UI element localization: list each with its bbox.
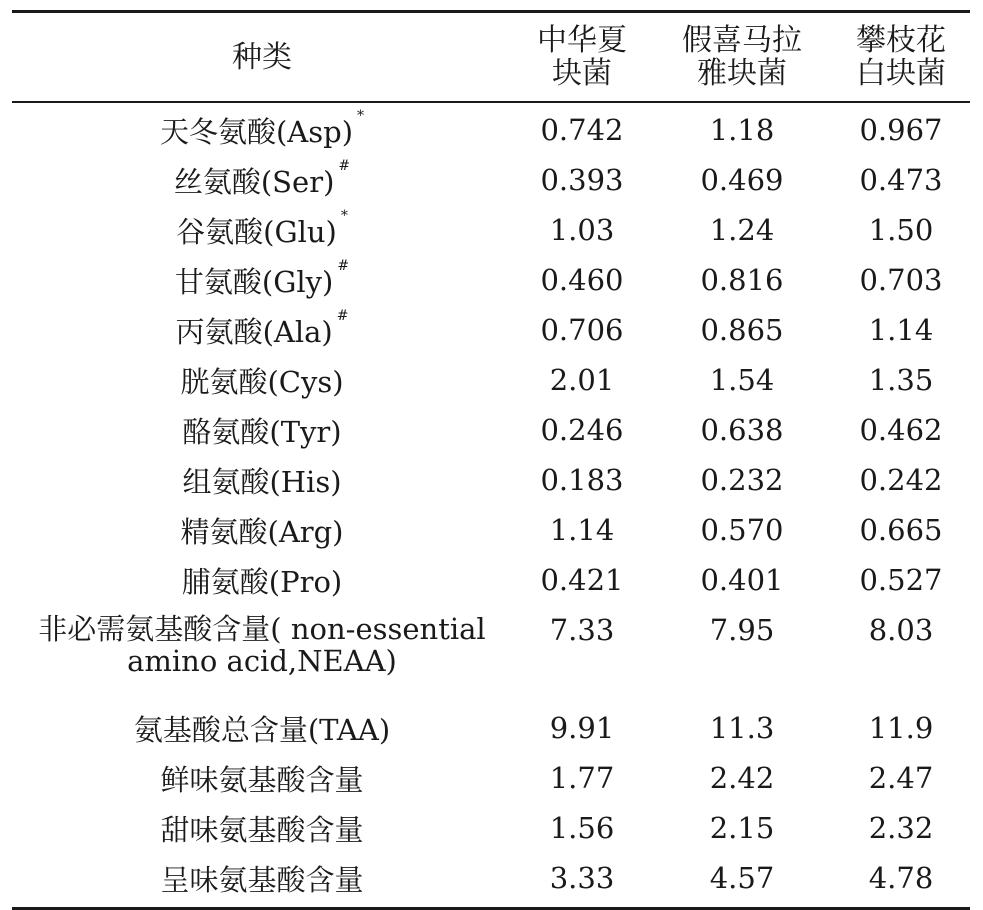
header-col1: 中华夏 块菌 <box>537 23 627 91</box>
value-cell-col1: 1.56 <box>549 811 615 845</box>
value-cell-col1: 3.33 <box>549 861 615 895</box>
table-body <box>12 103 970 907</box>
table-row <box>12 555 970 605</box>
value-cell-col1: 0.183 <box>540 463 624 497</box>
amino-acid-name: 甘氨酸(Gly) # <box>174 257 350 299</box>
value-cell-col1: 0.460 <box>540 263 624 297</box>
value-cell-col1: 0.421 <box>540 563 624 597</box>
value-cell-col2: 0.570 <box>700 513 784 547</box>
value-cell-col3: 2.47 <box>868 761 934 795</box>
amino-acid-name: 胱氨酸(Cys) <box>180 364 344 399</box>
value-cell-col2: 0.638 <box>700 413 784 447</box>
value-cell-col3: 0.665 <box>859 513 943 547</box>
value-cell-col2: 11.3 <box>709 711 775 745</box>
amino-acid-name: 氨基酸总含量(TAA) <box>133 712 391 747</box>
value-cell-col3: 4.78 <box>868 861 934 895</box>
value-cell-col1: 0.393 <box>540 163 624 197</box>
value-cell-col3: 0.527 <box>859 563 943 597</box>
value-cell-col2: 0.816 <box>700 263 784 297</box>
value-cell-col3: 0.703 <box>859 263 943 297</box>
value-cell-col2: 4.57 <box>709 861 775 895</box>
amino-acid-name: 非必需氨基酸含量( non-essential amino acid,NEAA) <box>38 612 486 678</box>
table-row <box>12 205 970 255</box>
value-cell-col2: 0.865 <box>700 313 784 347</box>
value-cell-col3: 0.473 <box>859 163 943 197</box>
value-cell-col1: 0.706 <box>540 313 624 347</box>
amino-acid-name: 脯氨酸(Pro) <box>181 564 343 599</box>
value-cell-col3: 0.967 <box>859 113 943 147</box>
value-cell-col2: 0.401 <box>700 563 784 597</box>
table-row <box>12 255 970 305</box>
footnote-mark: * <box>340 207 348 224</box>
table-row <box>12 505 970 555</box>
value-cell-col1: 1.03 <box>549 213 615 247</box>
table-row <box>12 305 970 355</box>
footnote-mark: # <box>338 157 351 174</box>
value-cell-col3: 8.03 <box>868 613 934 647</box>
footnote-mark: # <box>337 257 350 274</box>
value-cell-col3: 0.242 <box>859 463 943 497</box>
value-cell-col1: 1.14 <box>549 513 615 547</box>
amino-acid-name: 丙氨酸(Ala) # <box>175 307 349 349</box>
table-row <box>12 803 970 853</box>
footnote-mark: # <box>336 307 349 324</box>
table-row <box>12 405 970 455</box>
value-cell-col3: 2.32 <box>868 811 934 845</box>
header-col2: 假喜马拉 雅块菌 <box>682 23 802 91</box>
value-cell-col2: 1.18 <box>709 113 775 147</box>
value-cell-col2: 2.15 <box>709 811 775 845</box>
value-cell-col3: 1.14 <box>868 313 934 347</box>
value-cell-col2: 1.24 <box>709 213 775 247</box>
amino-acid-name: 呈味氨基酸含量 <box>160 862 364 897</box>
value-cell-col2: 0.232 <box>700 463 784 497</box>
table-header <box>12 13 970 101</box>
table-row <box>12 753 970 803</box>
value-cell-col1: 0.246 <box>540 413 624 447</box>
value-cell-col1: 7.33 <box>549 613 615 647</box>
table-row <box>12 103 970 155</box>
value-cell-col2: 1.54 <box>709 363 775 397</box>
amino-acid-name: 天冬氨酸(Asp) * <box>159 107 365 149</box>
value-cell-col3: 1.35 <box>868 363 934 397</box>
amino-acid-table <box>12 10 970 910</box>
value-cell-col2: 2.42 <box>709 761 775 795</box>
value-cell-col3: 1.50 <box>868 213 934 247</box>
value-cell-col3: 0.462 <box>859 413 943 447</box>
value-cell-col1: 9.91 <box>549 711 615 745</box>
header-species: 种类 <box>232 39 292 75</box>
amino-acid-name: 丝氨酸(Ser) # <box>173 157 351 199</box>
amino-acid-name: 组氨酸(His) <box>182 464 342 499</box>
footnote-mark: * <box>357 107 365 124</box>
value-cell-col1: 0.742 <box>540 113 624 147</box>
value-cell-col1: 2.01 <box>549 363 615 397</box>
amino-acid-name: 酪氨酸(Tyr) <box>182 414 342 449</box>
table-row <box>12 853 970 907</box>
amino-acid-name: 甜味氨基酸含量 <box>160 812 364 847</box>
table-row <box>12 355 970 405</box>
amino-acid-name: 精氨酸(Arg) <box>180 514 344 549</box>
amino-acid-name: 鲜味氨基酸含量 <box>160 762 364 797</box>
value-cell-col2: 7.95 <box>709 613 775 647</box>
table-row <box>12 605 970 703</box>
value-cell-col1: 1.77 <box>549 761 615 795</box>
value-cell-col3: 11.9 <box>868 711 934 745</box>
table-row <box>12 155 970 205</box>
table-row <box>12 455 970 505</box>
value-cell-col2: 0.469 <box>700 163 784 197</box>
table-row <box>12 703 970 753</box>
amino-acid-name: 谷氨酸(Glu) * <box>176 207 348 249</box>
header-col3: 攀枝花 白块菌 <box>856 23 946 91</box>
